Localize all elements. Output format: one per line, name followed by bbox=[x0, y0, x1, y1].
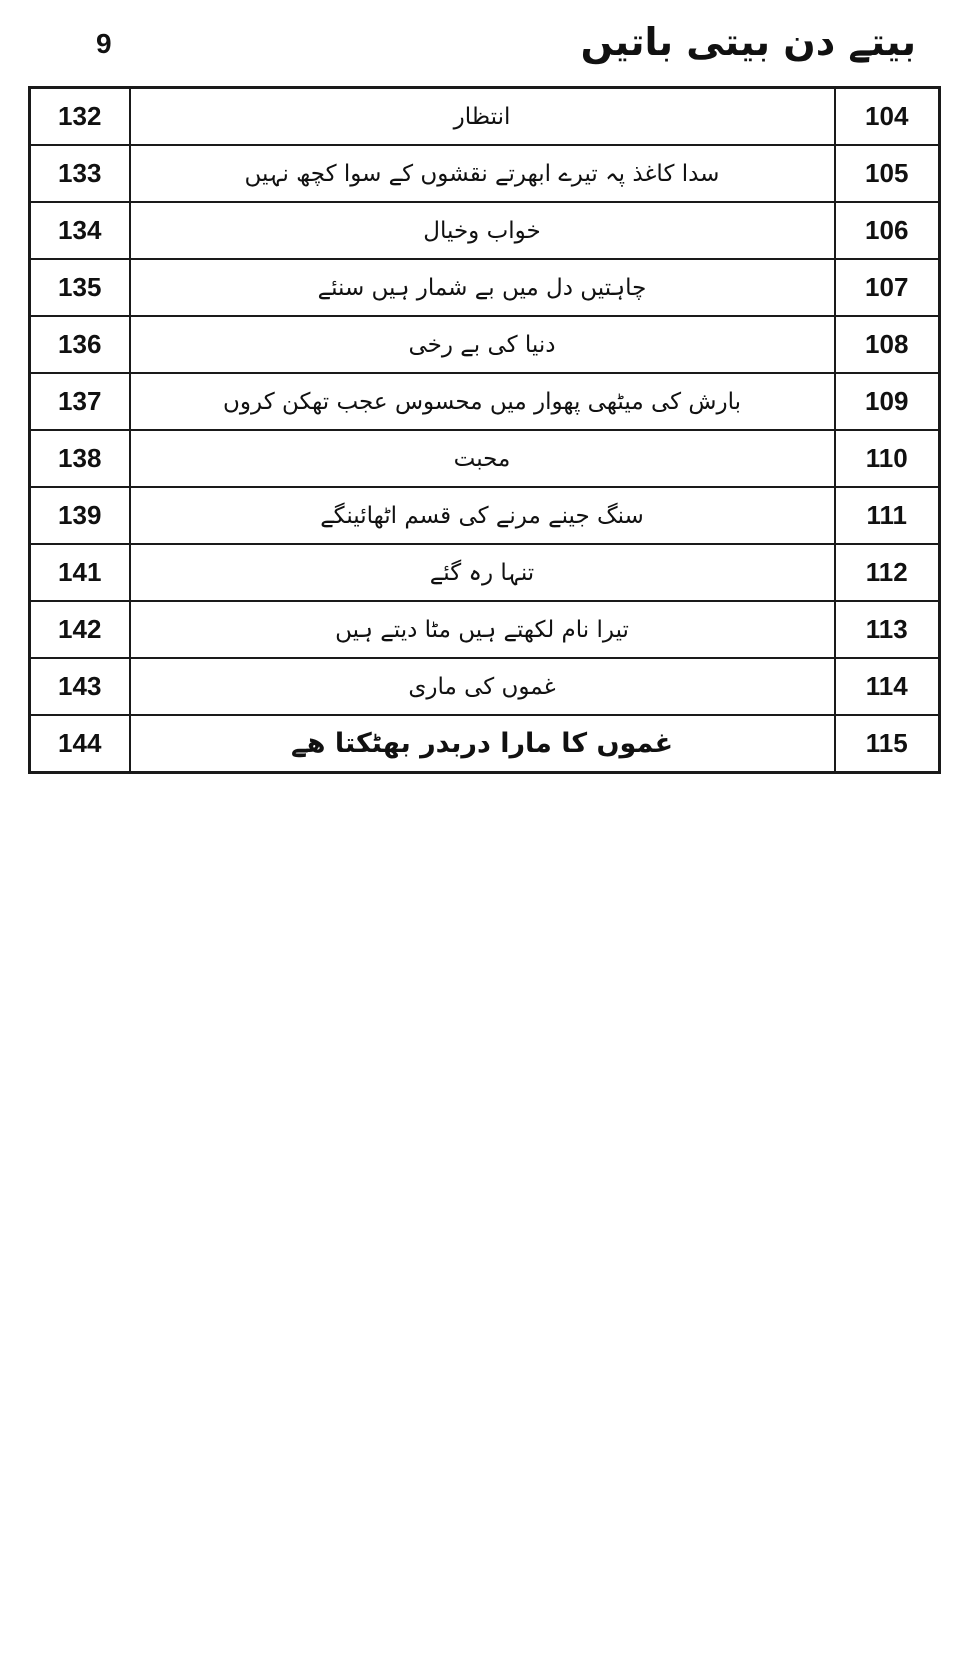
serial-number: 106 bbox=[835, 202, 940, 259]
serial-number: 109 bbox=[835, 373, 940, 430]
entry-title[interactable]: انتظار bbox=[130, 88, 835, 146]
page-ref: 133 bbox=[30, 145, 130, 202]
serial-number: 114 bbox=[835, 658, 940, 715]
page-ref: 144 bbox=[30, 715, 130, 773]
page-number: 9 bbox=[96, 28, 112, 59]
table-row[interactable] bbox=[30, 259, 940, 316]
entry-title[interactable]: چاہتیں دل میں بے شمار ہیں سنئے bbox=[130, 259, 835, 316]
table-row[interactable] bbox=[30, 145, 940, 202]
page-ref: 132 bbox=[30, 88, 130, 146]
page-ref: 138 bbox=[30, 430, 130, 487]
entry-title[interactable]: سدا کاغذ پہ تیرے ابھرتے نقشوں کے سوا کچھ نہیں bbox=[130, 145, 835, 202]
table-row[interactable] bbox=[30, 544, 940, 601]
entry-title[interactable]: بارش کی میٹھی پھوار میں محسوس عجب تھکن کروں bbox=[130, 373, 835, 430]
page-ref: 142 bbox=[30, 601, 130, 658]
entry-title[interactable]: تنہا رہ گئے bbox=[130, 544, 835, 601]
table-row[interactable] bbox=[30, 316, 940, 373]
page-ref: 139 bbox=[30, 487, 130, 544]
entry-title[interactable]: غموں کا مارا دربدر بھٹکتا ھے bbox=[130, 715, 835, 773]
serial-number: 110 bbox=[835, 430, 940, 487]
table-row[interactable] bbox=[30, 658, 940, 715]
serial-number: 107 bbox=[835, 259, 940, 316]
entry-title[interactable]: تیرا نام لکھتے ہیں مٹا دیتے ہیں bbox=[130, 601, 835, 658]
table-row[interactable] bbox=[30, 88, 940, 146]
serial-number: 108 bbox=[835, 316, 940, 373]
page-ref: 143 bbox=[30, 658, 130, 715]
page-ref: 134 bbox=[30, 202, 130, 259]
page-ref: 135 bbox=[30, 259, 130, 316]
table-row[interactable] bbox=[30, 430, 940, 487]
table-of-contents bbox=[28, 86, 941, 774]
book-title: بیتے دن بیتی باتیں bbox=[580, 20, 916, 64]
table-row[interactable] bbox=[30, 601, 940, 658]
serial-number: 115 bbox=[835, 715, 940, 773]
serial-number: 105 bbox=[835, 145, 940, 202]
serial-number: 104 bbox=[835, 88, 940, 146]
table-row[interactable] bbox=[30, 202, 940, 259]
page-ref: 141 bbox=[30, 544, 130, 601]
table-row[interactable] bbox=[30, 487, 940, 544]
entry-title[interactable]: محبت bbox=[130, 430, 835, 487]
table-row[interactable] bbox=[30, 715, 940, 773]
page-ref: 137 bbox=[30, 373, 130, 430]
entry-title[interactable]: سنگ جینے مرنے کی قسم اٹھائینگے bbox=[130, 487, 835, 544]
serial-number: 113 bbox=[835, 601, 940, 658]
entry-title[interactable]: دنیا کی بے رخی bbox=[130, 316, 835, 373]
entry-title[interactable]: خواب وخیال bbox=[130, 202, 835, 259]
serial-number: 111 bbox=[835, 487, 940, 544]
page-ref: 136 bbox=[30, 316, 130, 373]
serial-number: 112 bbox=[835, 544, 940, 601]
table-row[interactable] bbox=[30, 373, 940, 430]
entry-title[interactable]: غموں کی ماری bbox=[130, 658, 835, 715]
